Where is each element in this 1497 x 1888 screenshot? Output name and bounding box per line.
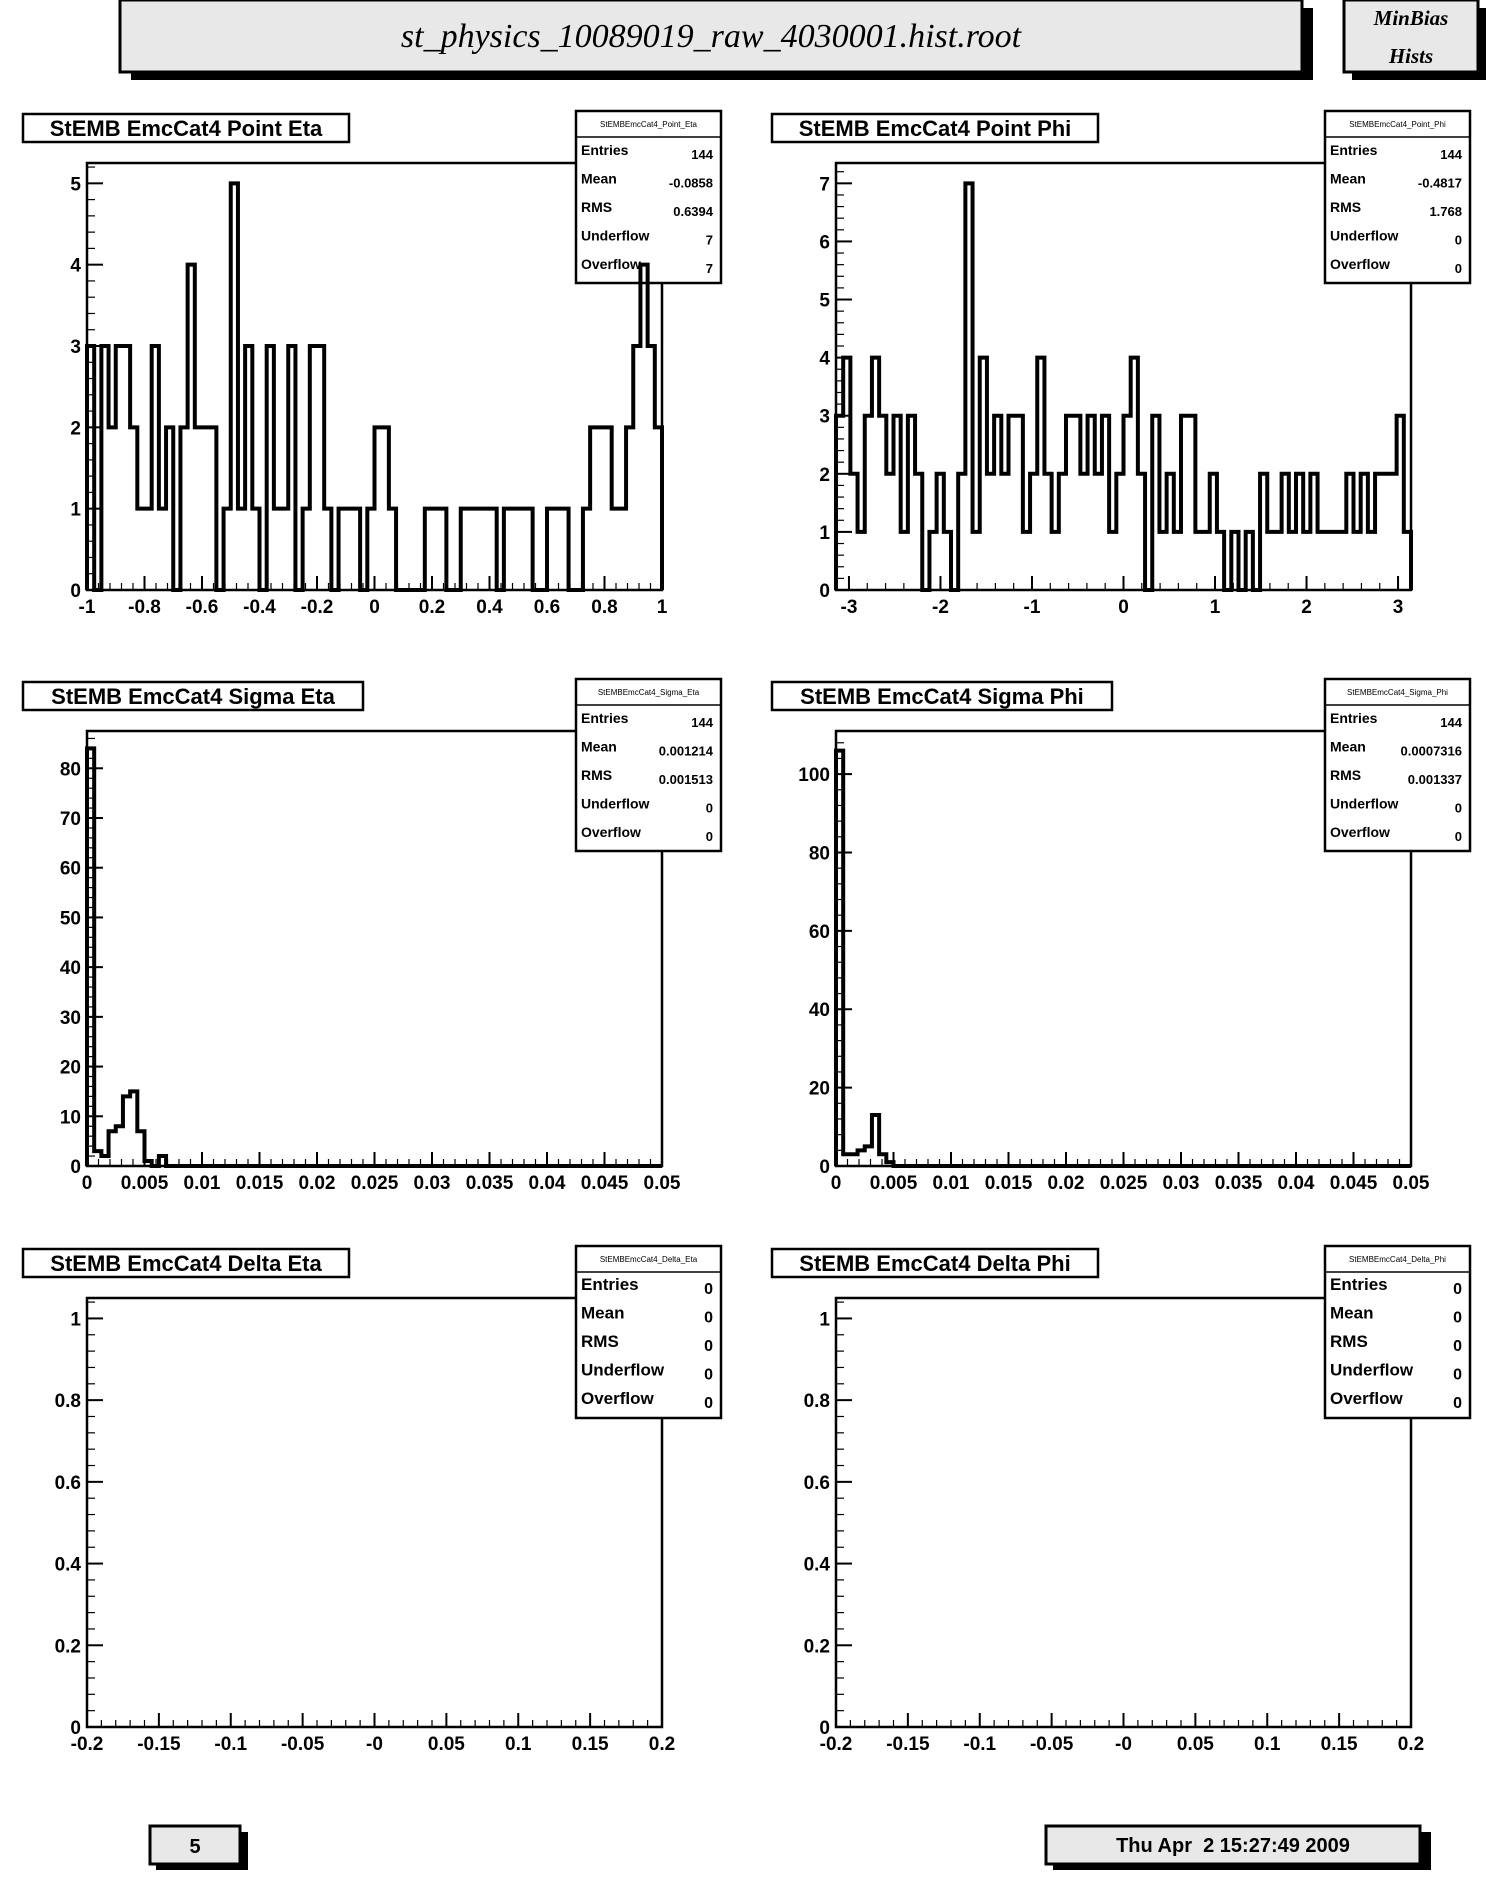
- histogram-bar: [1318, 532, 1325, 590]
- x-tick-label: 0.03: [1162, 1173, 1200, 1194]
- histogram-bar: [468, 509, 475, 590]
- x-tick-label: 1: [656, 597, 668, 618]
- histogram-bar: [1052, 532, 1059, 590]
- stats-label: Overflow: [1330, 1389, 1403, 1408]
- histogram-bar: [137, 509, 144, 590]
- stats-name: StEMBEmcCat4_Sigma_Eta: [597, 688, 700, 697]
- stats-name: StEMBEmcCat4_Delta_Eta: [599, 1255, 698, 1264]
- x-tick-label: 0.035: [1214, 1173, 1263, 1194]
- histogram-bar: [475, 509, 482, 590]
- stats-value: 0: [705, 800, 713, 816]
- stats-value: 0: [704, 1281, 713, 1298]
- stats-label: RMS: [581, 1332, 619, 1351]
- x-tick-label: -0.15: [886, 1734, 930, 1755]
- stats-value: 0: [704, 1366, 713, 1384]
- x-tick-label: 0.01: [932, 1173, 970, 1194]
- x-tick-label: 3: [1392, 597, 1404, 618]
- y-tick-label: 50: [59, 908, 81, 930]
- histogram-bar: [1339, 532, 1346, 590]
- y-tick-label: 0.8: [54, 1391, 81, 1413]
- x-tick-label: -0: [1115, 1734, 1132, 1755]
- x-tick-label: 0.05: [1392, 1173, 1430, 1194]
- x-tick-label: 0.03: [413, 1173, 451, 1194]
- stats-label: RMS: [1330, 1332, 1368, 1351]
- x-tick-label: 0: [830, 1173, 842, 1194]
- histogram-bar: [1267, 532, 1274, 590]
- y-tick-label: 0.4: [54, 1554, 81, 1576]
- x-tick-label: 0.005: [120, 1173, 169, 1194]
- timestamp-box: [1046, 1826, 1431, 1870]
- histogram-bar: [274, 509, 281, 590]
- y-tick-label: 60: [59, 858, 81, 880]
- y-tick-label: 0: [819, 581, 830, 602]
- histogram-bar: [1109, 532, 1116, 590]
- stats-value: 144: [691, 715, 713, 730]
- stats-label: Underflow: [581, 795, 650, 812]
- stats-label: Entries: [581, 1275, 639, 1294]
- y-tick-label: 30: [59, 1007, 81, 1029]
- x-tick-label: -1: [1023, 597, 1041, 618]
- y-tick-label: 2: [70, 418, 81, 440]
- y-tick-label: 0.2: [803, 1636, 830, 1658]
- y-tick-label: 20: [808, 1078, 830, 1100]
- x-tick-label: 0.05: [643, 1173, 681, 1194]
- y-tick-label: 0.6: [54, 1472, 81, 1494]
- y-tick-label: 40: [59, 958, 81, 980]
- histogram-bar: [1203, 532, 1210, 590]
- y-tick-label: 0.2: [54, 1636, 81, 1658]
- y-tick-label: 0.6: [803, 1472, 830, 1494]
- x-tick-label: 0.04: [1277, 1173, 1315, 1194]
- stats-value: 0: [1454, 261, 1462, 276]
- x-tick-label: -2: [932, 597, 949, 618]
- x-tick-label: -0.1: [214, 1734, 248, 1755]
- y-tick-label: 80: [808, 843, 830, 865]
- y-tick-label: 70: [59, 809, 81, 830]
- histogram-bar: [612, 509, 619, 590]
- stats-label: Underflow: [581, 1360, 665, 1380]
- histogram-title: StEMB EmcCat4 Sigma Phi: [800, 684, 1084, 709]
- histogram-bar: [1001, 474, 1008, 590]
- histogram-bar: [1368, 532, 1375, 590]
- histogram-bar: [901, 532, 908, 590]
- stats-value: 0: [1453, 1366, 1462, 1384]
- histogram-bar: [1195, 532, 1202, 590]
- histogram-bar: [482, 509, 489, 590]
- stats-box: [1325, 679, 1470, 851]
- stats-name: StEMBEmcCat4_Point_Eta: [600, 120, 697, 129]
- x-tick-label: -0: [366, 1734, 383, 1755]
- y-tick-label: 5: [819, 290, 830, 312]
- stats-value: 0.001337: [1407, 772, 1462, 787]
- stats-value: 0.001214: [658, 743, 713, 759]
- x-tick-label: 0.04: [528, 1173, 566, 1194]
- x-tick-label: 0.01: [183, 1173, 221, 1194]
- histogram-bar: [518, 509, 525, 590]
- x-tick-label: 0.015: [235, 1173, 284, 1194]
- stats-label: Entries: [1330, 1275, 1388, 1294]
- x-tick-label: 0.035: [465, 1173, 514, 1194]
- x-tick-label: 0.6: [533, 597, 561, 618]
- stats-value: 0: [704, 1309, 713, 1327]
- y-tick-label: 60: [808, 921, 830, 943]
- stats-value: 0: [704, 1395, 713, 1412]
- y-tick-label: 0: [70, 1718, 81, 1739]
- x-tick-label: -0.1: [963, 1734, 997, 1755]
- x-tick-label: 1: [1209, 597, 1221, 618]
- y-tick-label: 3: [70, 337, 81, 358]
- x-tick-label: 0.025: [1099, 1173, 1148, 1194]
- y-tick-label: 1: [70, 499, 81, 521]
- histogram-bar: [1354, 532, 1361, 590]
- histogram-bar: [202, 427, 209, 590]
- stats-label: Underflow: [1330, 227, 1399, 244]
- x-tick-label: 0.2: [648, 1734, 676, 1755]
- x-tick-label: 0.025: [350, 1173, 399, 1194]
- histogram-bar: [1325, 532, 1332, 590]
- histogram-bar: [973, 532, 980, 590]
- stats-label: Underflow: [581, 227, 650, 244]
- stats-box: [576, 1246, 721, 1418]
- stats-label: Overflow: [1330, 824, 1390, 840]
- y-tick-label: 3: [819, 406, 830, 428]
- histogram-panel: [23, 1246, 721, 1755]
- stats-value: 0: [1453, 1281, 1462, 1298]
- y-tick-label: 40: [808, 1000, 830, 1022]
- x-tick-label: -0.15: [137, 1734, 181, 1755]
- stats-label: Entries: [1330, 142, 1378, 158]
- stats-value: 0.001513: [658, 772, 713, 787]
- stats-label: Underflow: [1330, 1360, 1414, 1380]
- histogram-panel: [23, 111, 721, 618]
- y-tick-label: 1: [819, 1309, 830, 1331]
- stats-label: RMS: [1330, 199, 1362, 215]
- y-tick-label: 2: [819, 464, 830, 486]
- stats-name: StEMBEmcCat4_Sigma_Phi: [1347, 688, 1448, 697]
- stats-value: -0.4817: [1417, 175, 1462, 191]
- x-tick-label: 0.15: [571, 1734, 609, 1755]
- stats-label: Mean: [1330, 1303, 1374, 1323]
- x-tick-label: 0.045: [1329, 1173, 1378, 1194]
- y-tick-label: 1: [70, 1309, 81, 1331]
- x-tick-label: 0.1: [505, 1734, 532, 1755]
- y-tick-label: 0: [70, 1157, 81, 1178]
- histogram-bar: [1389, 474, 1396, 590]
- stats-value: -0.0858: [668, 175, 713, 191]
- y-tick-label: 10: [59, 1107, 81, 1129]
- x-tick-label: -0.6: [185, 597, 219, 618]
- histogram-panel: [772, 111, 1470, 618]
- stats-label: Overflow: [581, 256, 641, 272]
- stats-label: Mean: [1330, 738, 1366, 755]
- stats-value: 1.768: [1429, 204, 1462, 219]
- histogram-bar: [619, 509, 626, 590]
- x-tick-label: -0.8: [128, 597, 161, 618]
- histogram-bar: [1289, 532, 1296, 590]
- histogram-bar: [1080, 474, 1087, 590]
- stats-label: Overflow: [1330, 256, 1390, 272]
- histogram-panels: [23, 111, 1470, 1755]
- histogram-panel: [772, 679, 1470, 1194]
- x-tick-label: 0: [1118, 597, 1129, 618]
- histogram-bar: [554, 509, 561, 590]
- timestamp: Thu Apr 2 15:27:49 2009: [1116, 1835, 1350, 1857]
- y-tick-label: 0: [819, 1157, 830, 1178]
- badge-line1: MinBias: [1373, 6, 1449, 30]
- header-badge: [1344, 0, 1486, 80]
- histogram-bar: [1159, 532, 1166, 590]
- y-tick-label: 5: [70, 174, 81, 196]
- page-number: 5: [189, 1836, 201, 1858]
- stats-value: 0: [1454, 829, 1462, 844]
- histogram-bar: [987, 474, 994, 590]
- x-tick-label: -0.2: [70, 1734, 104, 1755]
- y-tick-label: 100: [798, 765, 830, 787]
- stats-box: [1325, 1246, 1470, 1418]
- header-title-box: [120, 0, 1313, 80]
- x-tick-label: 0.02: [298, 1173, 336, 1194]
- stats-value: 0: [705, 829, 713, 844]
- stats-label: Mean: [581, 1303, 625, 1323]
- histogram-bar: [511, 509, 518, 590]
- x-tick-label: 0.045: [580, 1173, 629, 1194]
- histogram-bar: [858, 532, 865, 590]
- stats-label: RMS: [1330, 767, 1362, 783]
- y-tick-label: 0.8: [803, 1391, 830, 1413]
- stats-name: StEMBEmcCat4_Point_Phi: [1349, 120, 1446, 129]
- y-tick-label: 6: [819, 232, 830, 254]
- x-tick-label: 0.2: [418, 597, 446, 618]
- x-tick-label: 0.005: [869, 1173, 918, 1194]
- histogram-panel: [23, 679, 721, 1194]
- x-tick-label: 0.1: [1254, 1734, 1281, 1755]
- histogram-bar: [145, 509, 152, 590]
- y-tick-label: 4: [819, 348, 830, 370]
- histogram-title: StEMB EmcCat4 Delta Phi: [799, 1251, 1071, 1276]
- stats-label: Overflow: [581, 1389, 654, 1408]
- histogram-bar: [886, 474, 893, 590]
- y-tick-label: 1: [819, 522, 830, 544]
- y-tick-label: 7: [819, 174, 830, 196]
- histogram-title: StEMB EmcCat4 Delta Eta: [50, 1251, 322, 1276]
- stats-value: 0.0007316: [1400, 743, 1462, 759]
- x-tick-label: 2: [1301, 597, 1312, 618]
- histogram-bar: [432, 509, 439, 590]
- stats-value: 144: [1440, 147, 1462, 162]
- x-tick-label: -0.4: [243, 597, 276, 618]
- stats-label: Mean: [581, 170, 617, 187]
- histogram-bar: [346, 509, 353, 590]
- x-tick-label: 0: [81, 1173, 93, 1194]
- histogram-bar: [281, 509, 288, 590]
- histogram-bar: [1382, 474, 1389, 590]
- histogram-bar: [1332, 532, 1339, 590]
- stats-value: 0: [1453, 1309, 1462, 1327]
- stats-name: StEMBEmcCat4_Delta_Phi: [1349, 1255, 1446, 1264]
- stats-label: Mean: [581, 738, 617, 755]
- stats-box: [1325, 111, 1470, 283]
- stats-label: Underflow: [1330, 795, 1399, 812]
- stats-value: 0: [1454, 800, 1462, 816]
- histogram-panel: [772, 1246, 1470, 1755]
- stats-label: Entries: [581, 710, 629, 726]
- x-tick-label: 0.15: [1320, 1734, 1358, 1755]
- x-tick-label: 0.015: [984, 1173, 1033, 1194]
- stats-label: Entries: [1330, 710, 1378, 726]
- histogram-bar: [159, 509, 166, 590]
- histogram-bar: [1095, 474, 1102, 590]
- page-number-box: [150, 1826, 248, 1870]
- histogram-bar: [1174, 532, 1181, 590]
- histogram-bar: [1023, 532, 1030, 590]
- stats-value: 0.6394: [673, 204, 713, 219]
- x-tick-label: -0.2: [819, 1734, 853, 1755]
- histogram-title: StEMB EmcCat4 Point Phi: [798, 116, 1072, 141]
- histogram-title: StEMB EmcCat4 Sigma Eta: [51, 684, 335, 709]
- file-title: st_physics_10089019_raw_4030001.hist.root: [400, 18, 1022, 55]
- histogram-bar: [109, 427, 116, 590]
- y-tick-label: 80: [59, 759, 81, 781]
- y-tick-label: 0: [70, 581, 81, 602]
- histogram-bar: [238, 509, 245, 590]
- y-tick-label: 0: [819, 1718, 830, 1739]
- stats-value: 144: [691, 147, 713, 162]
- stats-value: 7: [705, 232, 713, 248]
- x-tick-label: -0.05: [280, 1734, 325, 1755]
- x-tick-label: 0.8: [591, 597, 618, 618]
- x-tick-label: -1: [78, 597, 96, 618]
- y-tick-label: 0.4: [803, 1554, 830, 1576]
- x-tick-label: 0.05: [427, 1734, 465, 1755]
- x-tick-label: 0.05: [1176, 1734, 1214, 1755]
- x-tick-label: -0.2: [300, 597, 334, 618]
- histogram-bar: [195, 427, 202, 590]
- stats-label: Overflow: [581, 824, 641, 840]
- x-tick-label: 0.02: [1047, 1173, 1085, 1194]
- stats-value: 7: [705, 261, 713, 276]
- stats-value: 0: [1453, 1395, 1462, 1412]
- histogram-bar: [1274, 532, 1281, 590]
- x-tick-label: -3: [840, 597, 858, 618]
- stats-value: 0: [1453, 1338, 1462, 1355]
- stats-box: [576, 111, 721, 283]
- stats-value: 0: [1454, 232, 1462, 248]
- x-tick-label: 0.2: [1397, 1734, 1425, 1755]
- y-tick-label: 20: [59, 1057, 81, 1079]
- badge-line2: Hists: [1388, 44, 1434, 68]
- stats-label: Mean: [1330, 170, 1366, 187]
- x-tick-label: -0.05: [1029, 1734, 1074, 1755]
- histogram-title: StEMB EmcCat4 Point Eta: [49, 116, 323, 141]
- y-tick-label: 4: [70, 255, 81, 277]
- x-tick-label: 0.4: [476, 597, 503, 618]
- stats-label: Entries: [581, 142, 629, 158]
- stats-label: RMS: [581, 767, 613, 783]
- histogram-bar: [597, 427, 604, 590]
- stats-label: RMS: [581, 199, 613, 215]
- x-tick-label: 0: [369, 597, 380, 618]
- stats-value: 144: [1440, 715, 1462, 730]
- stats-value: 0: [704, 1338, 713, 1355]
- stats-box: [576, 679, 721, 851]
